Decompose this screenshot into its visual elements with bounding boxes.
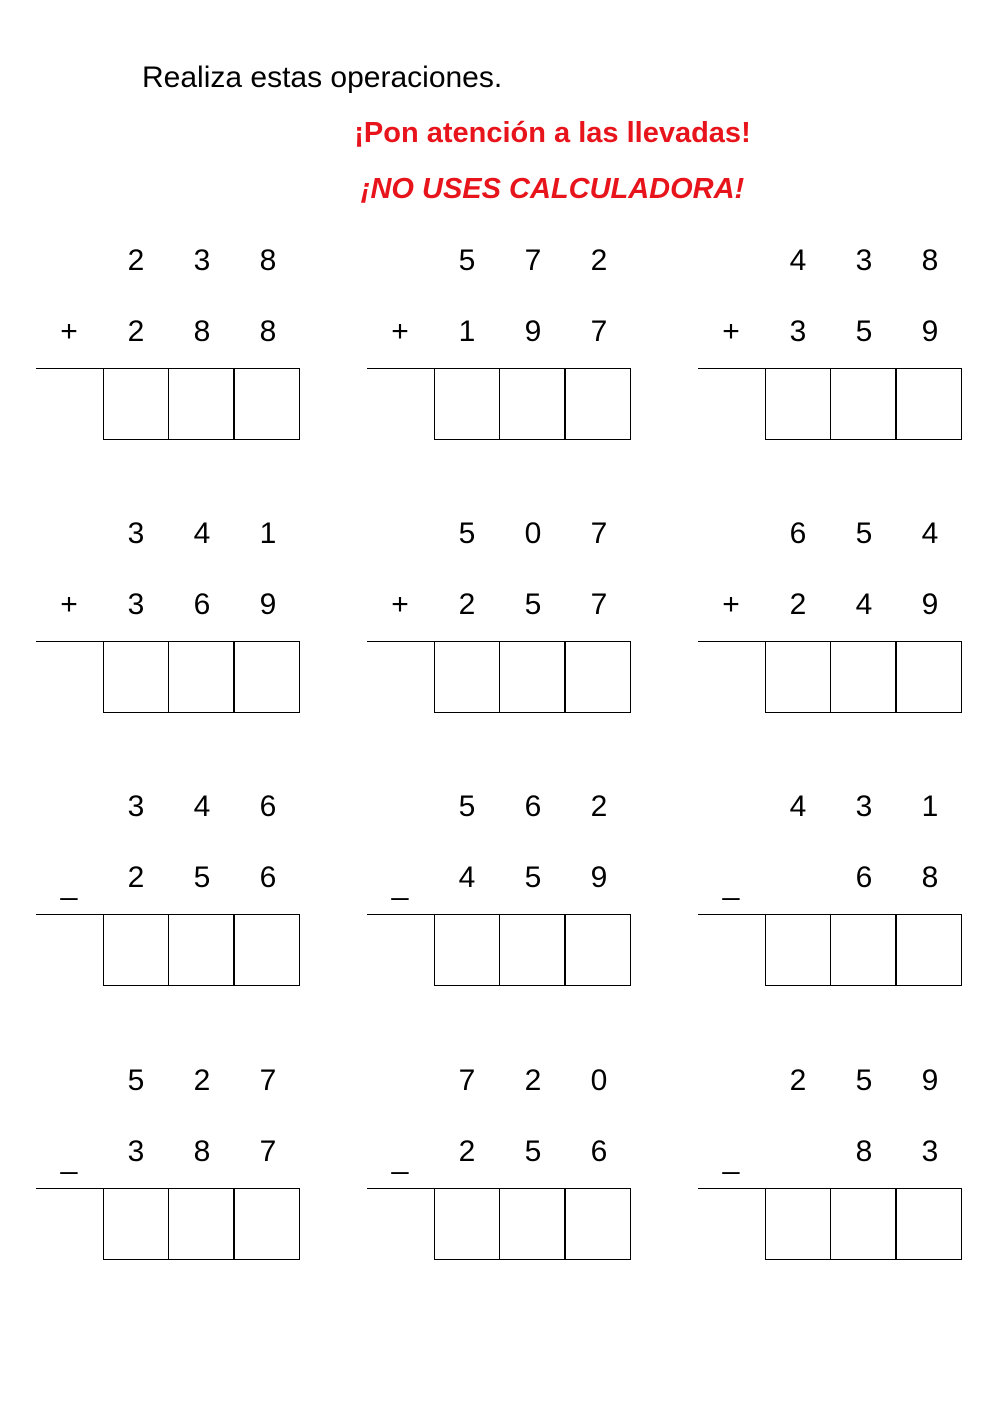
answer-box[interactable] — [103, 368, 169, 440]
problem-3 — [698, 241, 964, 451]
top-digit: 3 — [855, 244, 873, 277]
answer-box[interactable] — [830, 1188, 896, 1260]
bottom-digit: 5 — [524, 588, 542, 621]
answer-box[interactable] — [765, 368, 831, 440]
answer-box[interactable] — [830, 914, 896, 986]
bottom-digit: 8 — [193, 315, 211, 348]
answer-box[interactable] — [168, 1188, 234, 1260]
answer-box[interactable] — [896, 641, 962, 713]
top-digit: 2 — [524, 1064, 542, 1097]
top-digit: 3 — [127, 790, 145, 823]
bottom-digit: 6 — [259, 861, 277, 894]
answer-box[interactable] — [499, 368, 565, 440]
sum-line — [698, 1188, 765, 1189]
bottom-digit: 5 — [524, 861, 542, 894]
minus-sign: _ — [391, 1142, 409, 1175]
bottom-digit: 5 — [524, 1135, 542, 1168]
problem-6 — [698, 514, 964, 724]
bottom-digit: 7 — [590, 315, 608, 348]
answer-box[interactable] — [103, 914, 169, 986]
top-digit: 6 — [524, 790, 542, 823]
top-digit: 5 — [855, 1064, 873, 1097]
bottom-digit: 8 — [193, 1135, 211, 1168]
top-digit: 7 — [524, 244, 542, 277]
top-digit: 4 — [193, 790, 211, 823]
top-digit: 2 — [590, 790, 608, 823]
bottom-digit: 9 — [259, 588, 277, 621]
top-digit: 5 — [458, 517, 476, 550]
bottom-digit: 6 — [855, 861, 873, 894]
bottom-digit: 6 — [590, 1135, 608, 1168]
bottom-digit: 5 — [193, 861, 211, 894]
top-digit: 7 — [458, 1064, 476, 1097]
answer-box[interactable] — [234, 914, 300, 986]
plus-sign: + — [391, 588, 409, 621]
problem-7 — [36, 787, 302, 997]
top-digit: 5 — [458, 790, 476, 823]
sum-line — [698, 914, 765, 915]
answer-box[interactable] — [896, 914, 962, 986]
sum-line — [367, 1188, 434, 1189]
top-digit: 3 — [127, 517, 145, 550]
problem-4 — [36, 514, 302, 724]
plus-sign: + — [60, 588, 78, 621]
bottom-digit: 1 — [458, 315, 476, 348]
answer-box[interactable] — [765, 641, 831, 713]
sum-line — [367, 641, 434, 642]
bottom-digit: 8 — [921, 861, 939, 894]
top-digit: 0 — [524, 517, 542, 550]
answer-box[interactable] — [103, 1188, 169, 1260]
sum-line — [36, 1188, 103, 1189]
answer-box[interactable] — [565, 1188, 631, 1260]
answer-box[interactable] — [434, 914, 500, 986]
sum-line — [36, 641, 103, 642]
answer-box[interactable] — [434, 1188, 500, 1260]
answer-box[interactable] — [103, 641, 169, 713]
answer-box[interactable] — [830, 368, 896, 440]
bottom-digit: 9 — [524, 315, 542, 348]
answer-box[interactable] — [896, 1188, 962, 1260]
top-digit: 7 — [590, 517, 608, 550]
bottom-digit: 3 — [789, 315, 807, 348]
answer-box[interactable] — [434, 641, 500, 713]
bottom-digit: 2 — [127, 861, 145, 894]
answer-box[interactable] — [565, 368, 631, 440]
top-digit: 5 — [127, 1064, 145, 1097]
answer-box[interactable] — [234, 1188, 300, 1260]
bottom-digit: 7 — [590, 588, 608, 621]
plus-sign: + — [722, 315, 740, 348]
bottom-digit: 8 — [855, 1135, 873, 1168]
answer-box[interactable] — [168, 914, 234, 986]
answer-box[interactable] — [168, 641, 234, 713]
top-digit: 4 — [789, 790, 807, 823]
plus-sign: + — [60, 315, 78, 348]
problem-12 — [698, 1061, 964, 1271]
top-digit: 3 — [193, 244, 211, 277]
bottom-digit: 6 — [193, 588, 211, 621]
bottom-digit: 4 — [458, 861, 476, 894]
answer-box[interactable] — [896, 368, 962, 440]
sum-line — [698, 368, 765, 369]
answer-box[interactable] — [434, 368, 500, 440]
minus-sign: _ — [391, 868, 409, 901]
problem-9 — [698, 787, 964, 997]
bottom-digit: 2 — [127, 315, 145, 348]
top-digit: 3 — [855, 790, 873, 823]
plus-sign: + — [722, 588, 740, 621]
answer-box[interactable] — [765, 914, 831, 986]
top-digit: 2 — [789, 1064, 807, 1097]
top-digit: 8 — [259, 244, 277, 277]
top-digit: 0 — [590, 1064, 608, 1097]
sum-line — [698, 641, 765, 642]
answer-box[interactable] — [234, 368, 300, 440]
top-digit: 4 — [193, 517, 211, 550]
bottom-digit: 4 — [855, 588, 873, 621]
top-digit: 4 — [921, 517, 939, 550]
problem-1 — [36, 241, 302, 451]
top-digit: 2 — [590, 244, 608, 277]
sum-line — [36, 368, 103, 369]
problem-5 — [367, 514, 633, 724]
answer-box[interactable] — [565, 914, 631, 986]
answer-box[interactable] — [234, 641, 300, 713]
answer-box[interactable] — [830, 641, 896, 713]
bottom-digit: 9 — [921, 588, 939, 621]
answer-box[interactable] — [565, 641, 631, 713]
answer-box[interactable] — [499, 914, 565, 986]
top-digit: 6 — [789, 517, 807, 550]
top-digit: 6 — [259, 790, 277, 823]
bottom-digit: 9 — [590, 861, 608, 894]
sum-line — [367, 914, 434, 915]
problem-10 — [36, 1061, 302, 1271]
bottom-digit: 8 — [259, 315, 277, 348]
instruction-text: Realiza estas operaciones. — [142, 61, 503, 94]
bottom-digit: 2 — [458, 588, 476, 621]
top-digit: 5 — [855, 517, 873, 550]
minus-sign: _ — [722, 1142, 740, 1175]
answer-box[interactable] — [168, 368, 234, 440]
bottom-digit: 3 — [921, 1135, 939, 1168]
top-digit: 7 — [259, 1064, 277, 1097]
top-digit: 9 — [921, 1064, 939, 1097]
problem-2 — [367, 241, 633, 451]
bottom-digit: 3 — [127, 588, 145, 621]
top-digit: 8 — [921, 244, 939, 277]
answer-box[interactable] — [765, 1188, 831, 1260]
top-digit: 2 — [193, 1064, 211, 1097]
carry-warning: ¡Pon atención a las llevadas! — [354, 117, 751, 149]
plus-sign: + — [391, 315, 409, 348]
sum-line — [36, 914, 103, 915]
bottom-digit: 9 — [921, 315, 939, 348]
answer-box[interactable] — [499, 641, 565, 713]
bottom-digit: 3 — [127, 1135, 145, 1168]
problem-11 — [367, 1061, 633, 1271]
top-digit: 4 — [789, 244, 807, 277]
top-digit: 2 — [127, 244, 145, 277]
problem-8 — [367, 787, 633, 997]
minus-sign: _ — [60, 1142, 78, 1175]
bottom-digit: 7 — [259, 1135, 277, 1168]
minus-sign: _ — [60, 868, 78, 901]
top-digit: 1 — [259, 517, 277, 550]
top-digit: 1 — [921, 790, 939, 823]
calculator-warning: ¡NO USES CALCULADORA! — [360, 173, 745, 205]
bottom-digit: 2 — [458, 1135, 476, 1168]
top-digit: 5 — [458, 244, 476, 277]
answer-box[interactable] — [499, 1188, 565, 1260]
bottom-digit: 2 — [789, 588, 807, 621]
sum-line — [367, 368, 434, 369]
bottom-digit: 5 — [855, 315, 873, 348]
minus-sign: _ — [722, 868, 740, 901]
